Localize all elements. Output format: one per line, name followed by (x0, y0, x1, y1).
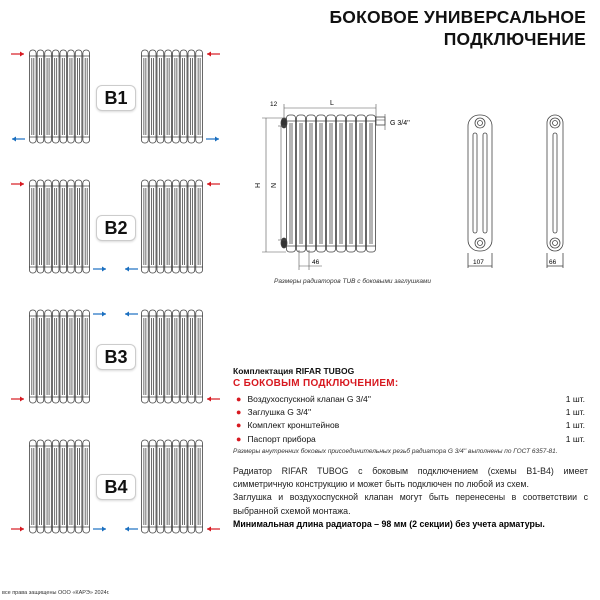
page-title: БОКОВОЕ УНИВЕРСАЛЬНОЕ ПОДКЛЮЧЕНИЕ (329, 7, 586, 49)
return-arrow-icon (206, 137, 219, 142)
valve-icon (376, 117, 385, 125)
return-arrow-icon (93, 312, 106, 317)
bullet-icon: ● (236, 393, 242, 404)
return-arrow-icon (125, 267, 138, 272)
kit-heading: Комплектация RIFAR TUBOG (233, 366, 355, 376)
bullet-icon: ● (236, 420, 242, 431)
radiator-icon (286, 115, 376, 252)
radiator-icon (141, 440, 203, 533)
radiator-icon (141, 180, 203, 273)
return-arrow-icon (93, 527, 106, 532)
radiator-front-view (281, 115, 385, 252)
supply-arrow-icon (11, 527, 24, 532)
dim-thread: G 3/4'' (390, 120, 410, 127)
supply-arrow-icon (207, 397, 220, 402)
kit-item: ● Воздухоспускной клапан G 3/4'' 1 шт. (236, 393, 585, 404)
return-arrow-icon (12, 137, 25, 142)
bullet-icon: ● (236, 406, 242, 417)
supply-arrow-icon (207, 52, 220, 57)
radiator-icon (29, 50, 90, 143)
description-p3: Минимальная длина радиатора – 98 мм (2 секции) без учета арматуры. (233, 518, 545, 529)
description-p1: Радиатор RIFAR TUBOG с боковым подключением (схемы В1-В4) имеет симметричную конструкцию и может быть подключен по любой из схем. (233, 466, 588, 490)
return-arrow-icon (125, 527, 138, 532)
supply-arrow-icon (11, 52, 24, 57)
description (233, 465, 588, 531)
plug-icon (281, 238, 287, 248)
radiator-icon (29, 310, 90, 403)
copyright: все права защищены ООО «КАРЭ» 2024г. (2, 590, 110, 596)
dimension-drawing (240, 90, 600, 280)
radiator-side-view-2col (547, 115, 563, 268)
bullet-icon: ● (236, 433, 242, 444)
supply-arrow-icon (207, 182, 220, 187)
dim-axis: N (271, 182, 278, 188)
return-arrow-icon (93, 267, 106, 272)
kit-subheading: С БОКОВЫМ ПОДКЛЮЧЕНИЕМ: (233, 378, 399, 389)
scheme-label-b3: B3 (96, 344, 136, 370)
kit-item: ● Комплект кронштейнов 1 шт. (236, 420, 585, 431)
scheme-label-b4: B4 (96, 474, 136, 500)
radiator-icon (141, 50, 203, 143)
dim-height: H (255, 182, 262, 188)
dim-depth-3col: 107 (473, 259, 484, 266)
supply-arrow-icon (207, 527, 220, 532)
description-p2: Заглушка и воздухоспускной клапан могут быть перенесены в соответствии с выбранной схемой монтажа. (233, 492, 588, 516)
dim-pitch: 46 (312, 259, 320, 266)
supply-arrow-icon (11, 397, 24, 402)
return-arrow-icon (125, 312, 138, 317)
thread-note: Размеры внутренних боковых присоединительных резьб радиатора G 3/4'' выполнены по ГОСТ 6357-81. (233, 448, 558, 455)
drawing-caption: Размеры радиаторов TUB с боковыми заглушками (274, 278, 432, 285)
radiator-side-view-3col (468, 115, 492, 268)
scheme-label-b2: B2 (96, 215, 136, 241)
radiator-icon (141, 310, 203, 403)
dim-offset: 12 (270, 101, 278, 108)
scheme-label-b1: B1 (96, 85, 136, 111)
dim-length: L (330, 100, 334, 107)
dim-depth-2col: 66 (549, 259, 557, 266)
kit-section (233, 366, 585, 445)
kit-item: ● Паспорт прибора 1 шт. (236, 433, 585, 444)
radiator-icon (29, 440, 90, 533)
supply-arrow-icon (11, 182, 24, 187)
radiator-icon (29, 180, 90, 273)
kit-item: ● Заглушка G 3/4'' 1 шт. (236, 406, 585, 417)
